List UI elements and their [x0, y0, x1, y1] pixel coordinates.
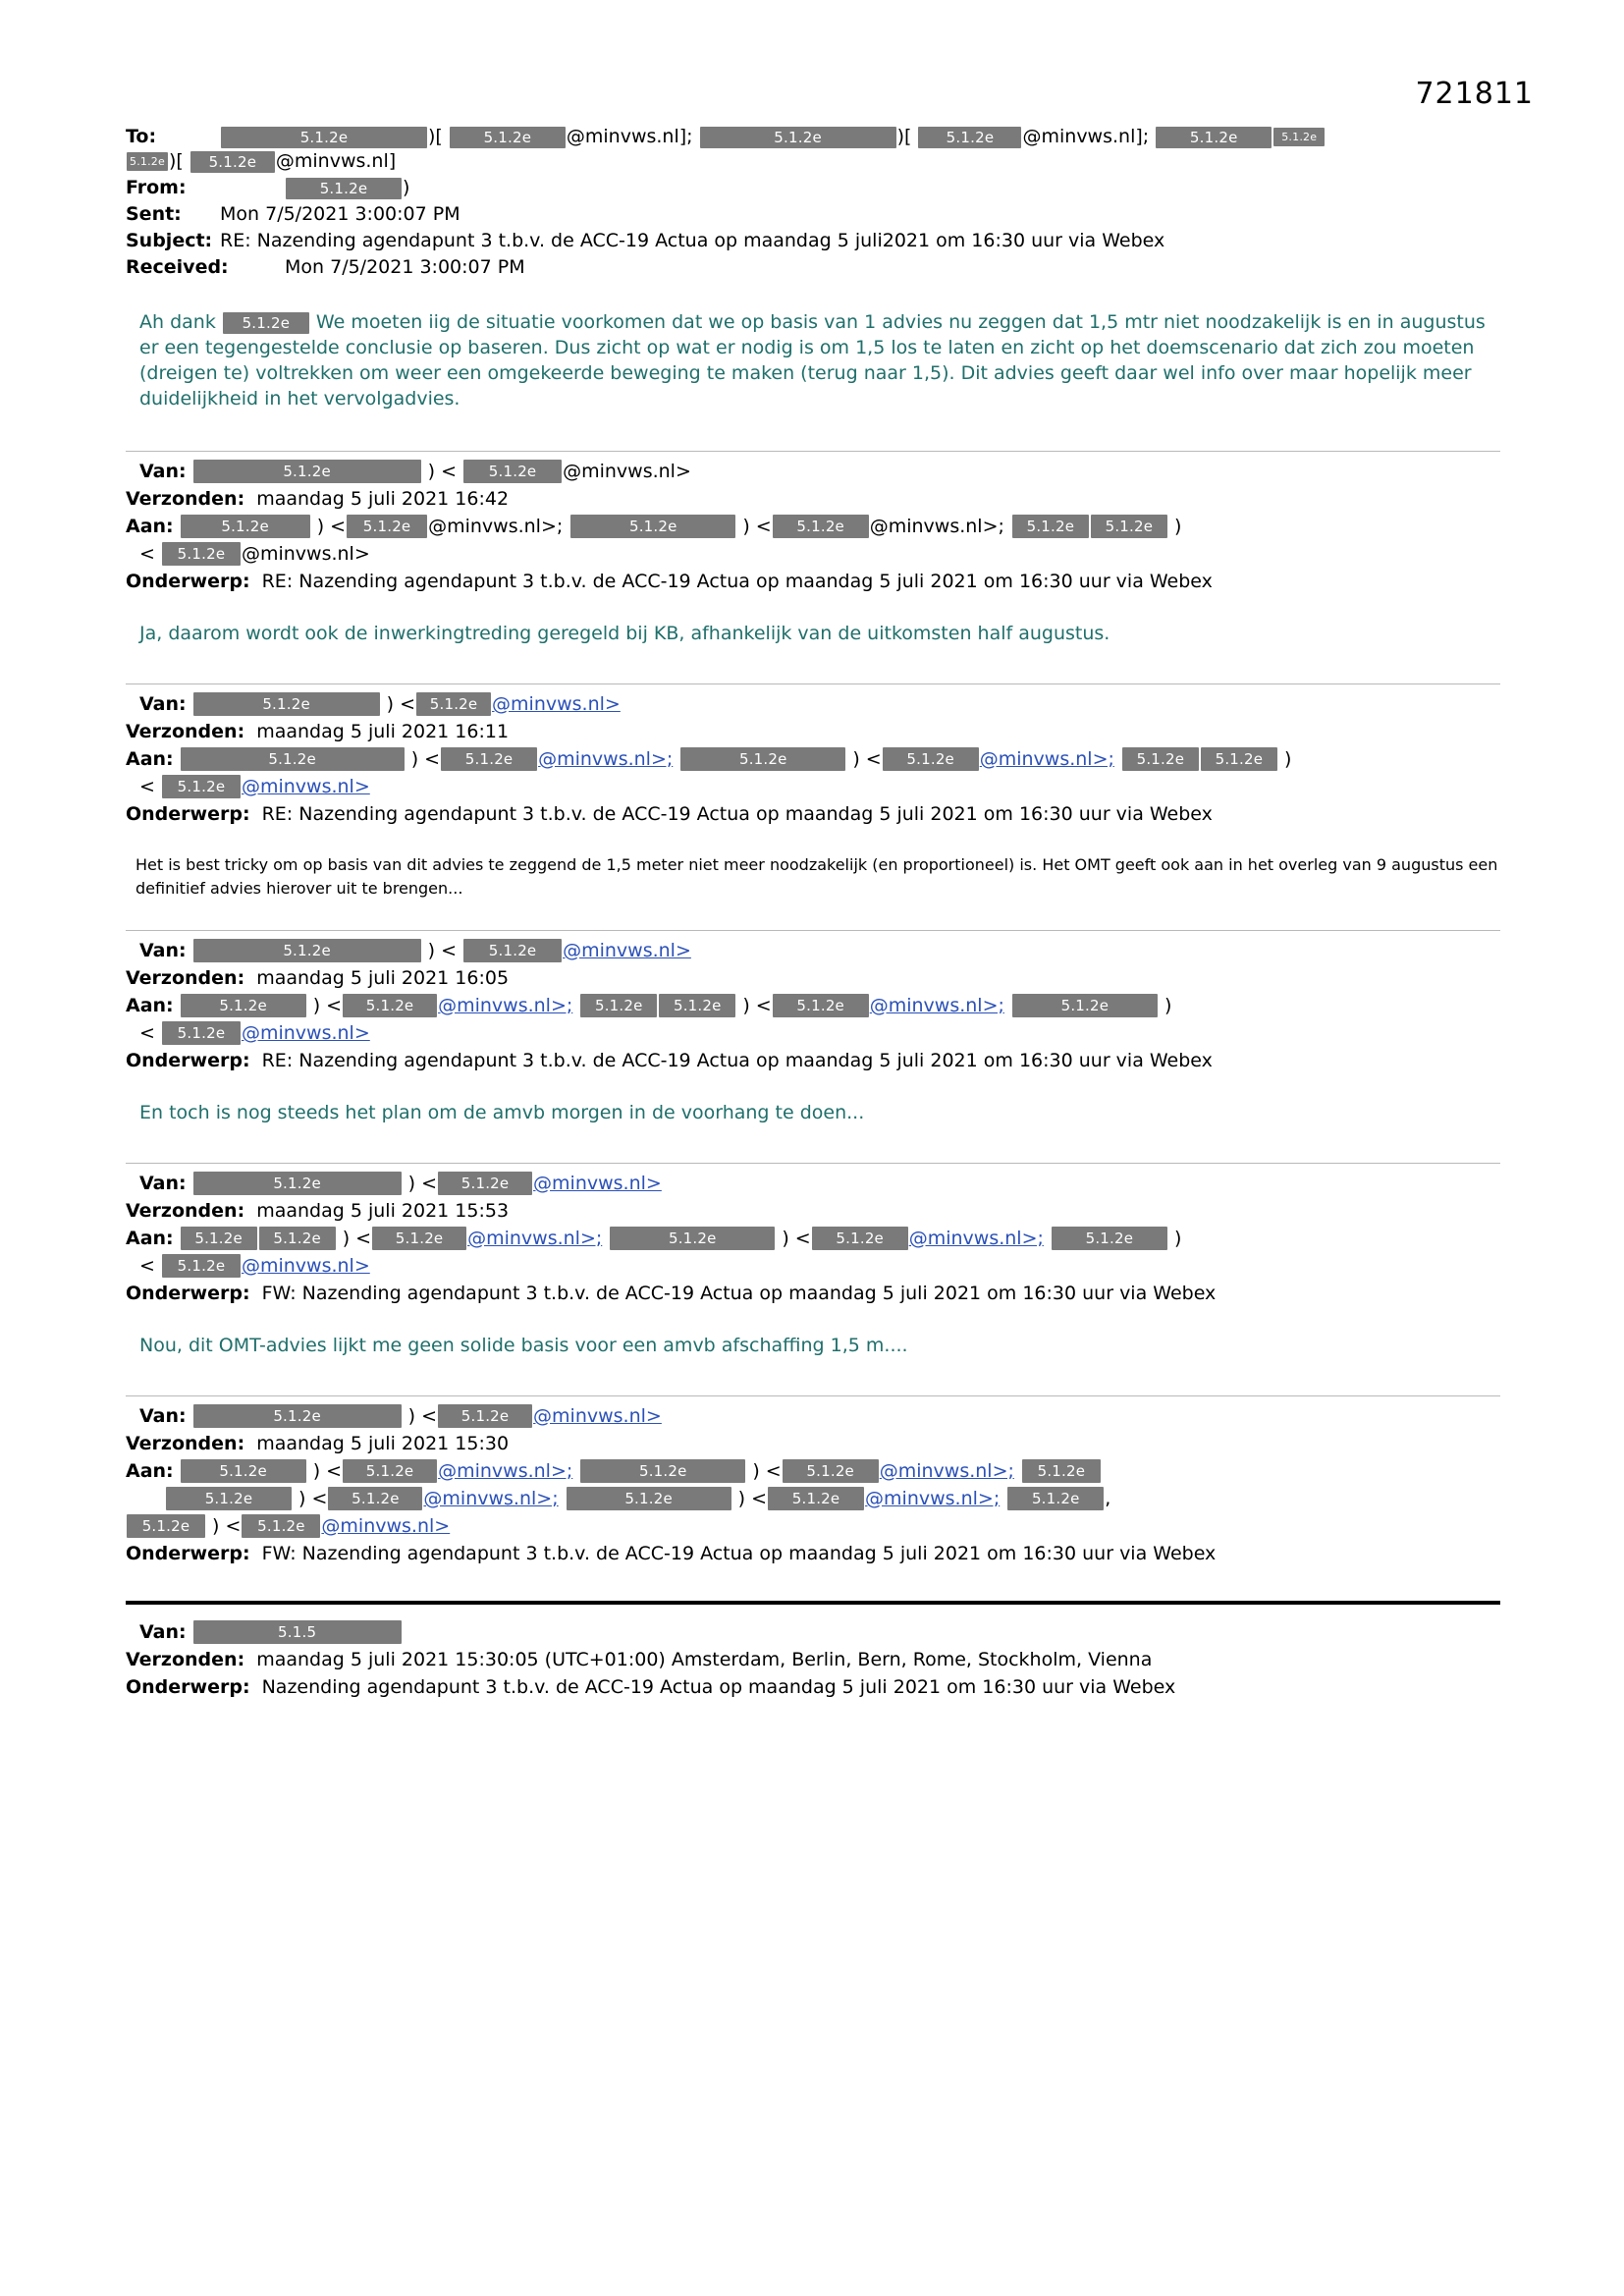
redaction-box: 5.1.2e [193, 1404, 402, 1428]
header-row-to [126, 124, 1500, 149]
redaction-box: 5.1.2e [463, 939, 562, 962]
aan-domain[interactable]: @minvws.nl> [241, 776, 370, 797]
from-suffix: ) [403, 177, 410, 198]
verzonden-line [126, 718, 1500, 745]
redaction-box: 5.1.2e [181, 515, 310, 538]
aan-domain[interactable]: @minvws.nl>; [979, 748, 1114, 770]
verzonden-label: Verzonden: [126, 488, 245, 510]
sent-label: Sent: [126, 203, 182, 225]
van-domain[interactable]: @minvws.nl> [533, 1173, 662, 1194]
aan-domain[interactable]: @minvws.nl>; [423, 1488, 559, 1509]
onderwerp-label: Onderwerp: [126, 571, 250, 592]
quote-header-4 [126, 1170, 1500, 1307]
header-row-subject [126, 228, 1500, 253]
redaction-box: 5.1.2e [162, 775, 241, 798]
van-line: Van: 5.1.2e ) < 5.1.2e @minvws.nl> [139, 1402, 1500, 1430]
document-number: 721811 [1415, 77, 1534, 111]
quote-message-2: Het is best tricky om op basis van dit advies te zeggend de 1,5 meter niet meer noodzakelijk (en proportioneel) is. Het OMT geeft ook aan in het overleg van 9 augustus een definitief advies hierover uit te brengen... [135, 855, 1498, 898]
to-value: 5.1.2e )[ 5.1.2e @minvws.nl]; 5.1.2e )[ 5.1.2e @minvws.nl]; 5.1.2e 5.1.2e [220, 124, 1500, 149]
redaction-box: 5.1.2e [768, 1487, 864, 1510]
van-label: Van: [139, 1405, 187, 1427]
redaction-box: 5.1.2e [1052, 1227, 1167, 1250]
redaction-box: 5.1.2e [700, 127, 896, 148]
from-label: From: [126, 177, 187, 198]
redaction-box: 5.1.2e [773, 515, 869, 538]
redaction-box: 5.1.2e [286, 178, 402, 199]
aan-domain[interactable]: @minvws.nl>; [908, 1228, 1044, 1249]
redaction-box: 5.1.2e [193, 1172, 402, 1195]
aan-line-cont-2: 5.1.2e ) < 5.1.2e @minvws.nl> [126, 1512, 1500, 1540]
redaction-box: 5.1.2e [1022, 1459, 1101, 1483]
verzonden-value: maandag 5 juli 2021 16:05 [256, 967, 510, 989]
aan-label: Aan: [126, 748, 174, 770]
aan-domain[interactable]: @minvws.nl> [241, 1255, 370, 1277]
aan-line: Aan: 5.1.2e ) < 5.1.2e @minvws.nl>; 5.1.2e ) < 5.1.2e @minvws.nl>; 5.1.2e [126, 1457, 1500, 1485]
redaction-box: 5.1.2e [162, 1021, 241, 1045]
from-value [220, 175, 1500, 200]
van-line: Van: 5.1.2e ) < 5.1.2e @minvws.nl> [139, 690, 1500, 718]
van-domain[interactable]: @minvws.nl> [533, 1405, 662, 1427]
redaction-box: 5.1.2e [441, 747, 537, 771]
redaction-box: 5.1.5 [193, 1620, 402, 1644]
redaction-box: 5.1.2e [438, 1172, 532, 1195]
redaction-box: 5.1.2e [127, 152, 168, 171]
onderwerp-label: Onderwerp: [126, 803, 250, 825]
redaction-box: 5.1.2e [193, 460, 421, 483]
original-message-header [126, 1618, 1500, 1701]
onderwerp-label: Onderwerp: [126, 1676, 250, 1698]
verzonden-line [126, 964, 1500, 992]
onderwerp-line [126, 1047, 1500, 1074]
onderwerp-value: RE: Nazending agendapunt 3 t.b.v. de ACC-19 Actua op maandag 5 juli 2021 om 16:30 uur via Webex [261, 571, 1213, 592]
redaction-box: 5.1.2e [1156, 127, 1272, 148]
intro-text-before: Ah dank [139, 311, 216, 333]
aan-domain[interactable]: @minvws.nl>; [869, 995, 1004, 1016]
redaction-box: 5.1.2e [1007, 1487, 1104, 1510]
divider [126, 930, 1500, 931]
redaction-box: 5.1.2e [680, 747, 845, 771]
redaction-box: 5.1.2e [343, 1459, 437, 1483]
verzonden-label: Verzonden: [126, 1200, 245, 1222]
header-row-from [126, 175, 1500, 200]
van-label: Van: [139, 1621, 187, 1643]
header-row-to-cont [126, 148, 1500, 174]
quote-message-3: En toch is nog steeds het plan om de amvb morgen in de voorhang te doen... [139, 1102, 865, 1123]
email-header [126, 124, 1500, 280]
verzonden-value: maandag 5 juli 2021 15:30 [256, 1433, 510, 1454]
aan-domain[interactable]: @minvws.nl>; [879, 1460, 1014, 1482]
redaction-box: 5.1.2e [659, 994, 735, 1017]
redaction-box: 5.1.2e [162, 542, 241, 566]
onderwerp-line [126, 1280, 1500, 1307]
quote-header-2 [126, 690, 1500, 828]
redaction-box: 5.1.2e [450, 127, 566, 148]
redaction-box: 5.1.2e [347, 515, 427, 538]
received-label: Received: [126, 256, 229, 278]
intro-text-after: We moeten iig de situatie voorkomen dat we op basis van 1 advies nu zeggen dat 1,5 mtr niet noodzakelijk is en in augustus er een tegengestelde conclusie op baseren. Dus zicht op wat er nodig is om 1,5 los te laten en zicht op het doemscenario dat zich zou moeten (dreigen te) voltrekken om weer een omgekeerde beweging te maken (terug naar 1,5). Dit advies geeft daar wel info over maar hopelijk meer duidelijkheid in het vervolgadvies. [139, 311, 1486, 410]
van-label: Van: [139, 1173, 187, 1194]
van-domain: @minvws.nl> [563, 461, 691, 482]
redaction-box: 5.1.2e [343, 994, 437, 1017]
aan-line: Aan: 5.1.2e ) < 5.1.2e @minvws.nl>; 5.1.2e ) < 5.1.2e @minvws.nl>; 5.1.2e 5.1.2e ) [126, 745, 1500, 773]
divider [126, 683, 1500, 684]
van-line: Van: 5.1.2e ) < 5.1.2e @minvws.nl> [139, 458, 1500, 485]
redaction-box: 5.1.2e [193, 939, 421, 962]
aan-domain[interactable]: @minvws.nl>; [438, 995, 573, 1016]
van-label: Van: [139, 940, 187, 961]
aan-domain[interactable]: @minvws.nl>; [538, 748, 674, 770]
onderwerp-value: Nazending agendapunt 3 t.b.v. de ACC-19 Actua op maandag 5 juli 2021 om 16:30 uur via Webex [261, 1676, 1176, 1698]
aan-line-cont: < 5.1.2e @minvws.nl> [139, 1252, 1500, 1280]
redaction-box: 5.1.2e [918, 127, 1021, 148]
quoted-message-2 [126, 683, 1500, 901]
redaction-box: 5.1.2e [416, 692, 491, 716]
redaction-box: 5.1.2e [783, 1459, 879, 1483]
sent-value: Mon 7/5/2021 3:00:07 PM [220, 203, 460, 225]
quoted-message-1 [126, 451, 1500, 646]
onderwerp-value: FW: Nazending agendapunt 3 t.b.v. de ACC-19 Actua op maandag 5 juli 2021 om 16:30 uur via Webex [261, 1283, 1217, 1304]
divider [126, 1395, 1500, 1396]
divider [126, 1163, 1500, 1164]
redaction-box: 5.1.2e [181, 1459, 306, 1483]
redaction-box: 5.1.2e [438, 1404, 532, 1428]
verzonden-value: maandag 5 juli 2021 16:11 [256, 721, 510, 742]
thick-divider [126, 1601, 1500, 1605]
van-label: Van: [139, 461, 187, 482]
van-line [139, 1618, 1500, 1646]
header-row-received [126, 254, 1500, 280]
verzonden-line [126, 1646, 1500, 1673]
aan-domain: @minvws.nl>; [428, 516, 564, 537]
aan-label: Aan: [126, 1228, 174, 1249]
quoted-message-4 [126, 1163, 1500, 1358]
verzonden-line [126, 485, 1500, 513]
van-line: Van: 5.1.2e ) < 5.1.2e @minvws.nl> [139, 937, 1500, 964]
aan-domain[interactable]: @minvws.nl> [241, 1022, 370, 1044]
aan-line: Aan: 5.1.2e 5.1.2e ) < 5.1.2e @minvws.nl>; 5.1.2e ) < 5.1.2e @minvws.nl>; 5.1.2e ) [126, 1225, 1500, 1252]
subject-value: RE: Nazending agendapunt 3 t.b.v. de ACC-19 Actua op maandag 5 juli2021 om 16:30 uur via Webex [220, 230, 1165, 251]
aan-domain[interactable]: @minvws.nl>; [467, 1228, 603, 1249]
van-label: Van: [139, 693, 187, 715]
redaction-box: 5.1.2e [193, 692, 380, 716]
redaction-box: 5.1.2e [812, 1227, 908, 1250]
onderwerp-label: Onderwerp: [126, 1543, 250, 1564]
redaction-box: 5.1.2e [166, 1487, 292, 1510]
aan-line: Aan: 5.1.2e ) < 5.1.2e @minvws.nl>; 5.1.2e ) < 5.1.2e @minvws.nl>; 5.1.2e 5.1.2e ) [126, 513, 1500, 540]
onderwerp-label: Onderwerp: [126, 1050, 250, 1071]
quoted-message-3 [126, 930, 1500, 1125]
aan-label: Aan: [126, 516, 174, 537]
van-domain[interactable]: @minvws.nl> [563, 940, 691, 961]
verzonden-value: maandag 5 juli 2021 15:53 [256, 1200, 510, 1222]
email-content [126, 124, 1500, 1701]
redaction-box: 5.1.2e [372, 1227, 466, 1250]
van-line: Van: 5.1.2e ) < 5.1.2e @minvws.nl> [139, 1170, 1500, 1197]
onderwerp-value: RE: Nazending agendapunt 3 t.b.v. de ACC-19 Actua op maandag 5 juli 2021 om 16:30 uur via Webex [261, 803, 1213, 825]
redaction-box: 5.1.2e [580, 1459, 745, 1483]
onderwerp-line [126, 1540, 1500, 1567]
divider [126, 451, 1500, 452]
quoted-message-5 [126, 1395, 1500, 1567]
redaction-box: 5.1.2e [610, 1227, 775, 1250]
redaction-box: 5.1.2e [1273, 128, 1325, 146]
aan-line-cont: < 5.1.2e @minvws.nl> [139, 1019, 1500, 1047]
verzonden-line [126, 1197, 1500, 1225]
verzonden-label: Verzonden: [126, 967, 245, 989]
redaction-box: 5.1.2e [190, 151, 275, 173]
aan-line-cont-1: 5.1.2e ) < 5.1.2e @minvws.nl>; 5.1.2e ) < 5.1.2e @minvws.nl>; 5.1.2e , [165, 1485, 1500, 1512]
aan-domain[interactable]: @minvws.nl> [321, 1515, 451, 1537]
verzonden-value: maandag 5 juli 2021 16:42 [256, 488, 510, 510]
verzonden-label: Verzonden: [126, 1433, 245, 1454]
to-label: To: [126, 126, 157, 147]
aan-label: Aan: [126, 995, 174, 1016]
aan-domain[interactable]: @minvws.nl>; [438, 1460, 573, 1482]
redaction-box: 5.1.2e [1012, 515, 1089, 538]
aan-line-cont: < 5.1.2e @minvws.nl> [139, 773, 1500, 800]
verzonden-label: Verzonden: [126, 1649, 245, 1670]
aan-line-cont: < 5.1.2e @minvws.nl> [139, 540, 1500, 568]
quote-message-1: Ja, daarom wordt ook de inwerkingtreding geregeld bij KB, afhankelijk van de uitkomsten half augustus. [139, 623, 1110, 644]
onderwerp-label: Onderwerp: [126, 1283, 250, 1304]
verzonden-label: Verzonden: [126, 721, 245, 742]
verzonden-value: maandag 5 juli 2021 15:30:05 (UTC+01:00) Amsterdam, Berlin, Bern, Rome, Stockholm, Vienna [256, 1649, 1153, 1670]
redaction-box: 5.1.2e [181, 1227, 257, 1250]
redaction-box: 5.1.2e [127, 1514, 205, 1538]
quote-message-4: Nou, dit OMT-advies lijkt me geen solide basis voor een amvb afschaffing 1,5 m.... [139, 1335, 908, 1356]
onderwerp-line [126, 568, 1500, 595]
redaction-box: 5.1.2e [580, 994, 657, 1017]
quote-header-3 [126, 937, 1500, 1074]
to-value-cont: 5.1.2e )[ 5.1.2e @minvws.nl] [126, 148, 1500, 174]
quote-header-1 [126, 458, 1500, 595]
redaction-box: 5.1.2e [221, 127, 427, 148]
redaction-box: 5.1.2e [181, 747, 405, 771]
aan-line: Aan: 5.1.2e ) < 5.1.2e @minvws.nl>; 5.1.2e 5.1.2e ) < 5.1.2e @minvws.nl>; 5.1.2e ) [126, 992, 1500, 1019]
quote-header-5 [126, 1402, 1500, 1567]
van-domain[interactable]: @minvws.nl> [492, 693, 621, 715]
redaction-box: 5.1.2e [463, 460, 562, 483]
aan-label: Aan: [126, 1460, 174, 1482]
aan-domain: @minvws.nl>; [869, 516, 1004, 537]
aan-domain: @minvws.nl> [241, 543, 370, 565]
subject-label: Subject: [126, 230, 213, 251]
onderwerp-value: RE: Nazending agendapunt 3 t.b.v. de ACC-19 Actua op maandag 5 juli 2021 om 16:30 uur via Webex [261, 1050, 1213, 1071]
aan-domain[interactable]: @minvws.nl>; [865, 1488, 1001, 1509]
redaction-box: 5.1.2e [570, 515, 735, 538]
redaction-box: 5.1.2e [1201, 747, 1277, 771]
onderwerp-line [126, 1673, 1500, 1701]
redaction-box: 5.1.2e [1012, 994, 1158, 1017]
redaction-box: 5.1.2e [181, 994, 306, 1017]
onderwerp-value: FW: Nazending agendapunt 3 t.b.v. de ACC-19 Actua op maandag 5 juli 2021 om 16:30 uur via Webex [261, 1543, 1217, 1564]
header-row-sent [126, 201, 1500, 227]
redaction-box: 5.1.2e [1091, 515, 1167, 538]
received-value: Mon 7/5/2021 3:00:07 PM [285, 256, 525, 278]
redaction-box: 5.1.2e [328, 1487, 422, 1510]
redaction-box: 5.1.2e [773, 994, 869, 1017]
redaction-box: 5.1.2e [259, 1227, 336, 1250]
onderwerp-line [126, 800, 1500, 828]
verzonden-line [126, 1430, 1500, 1457]
redaction-box: 5.1.2e [1122, 747, 1199, 771]
redaction-box: 5.1.2e [223, 312, 309, 334]
redaction-box: 5.1.2e [883, 747, 979, 771]
intro-message [126, 309, 1500, 411]
redaction-box: 5.1.2e [567, 1487, 731, 1510]
redaction-box: 5.1.2e [162, 1254, 241, 1278]
redaction-box: 5.1.2e [242, 1514, 320, 1538]
